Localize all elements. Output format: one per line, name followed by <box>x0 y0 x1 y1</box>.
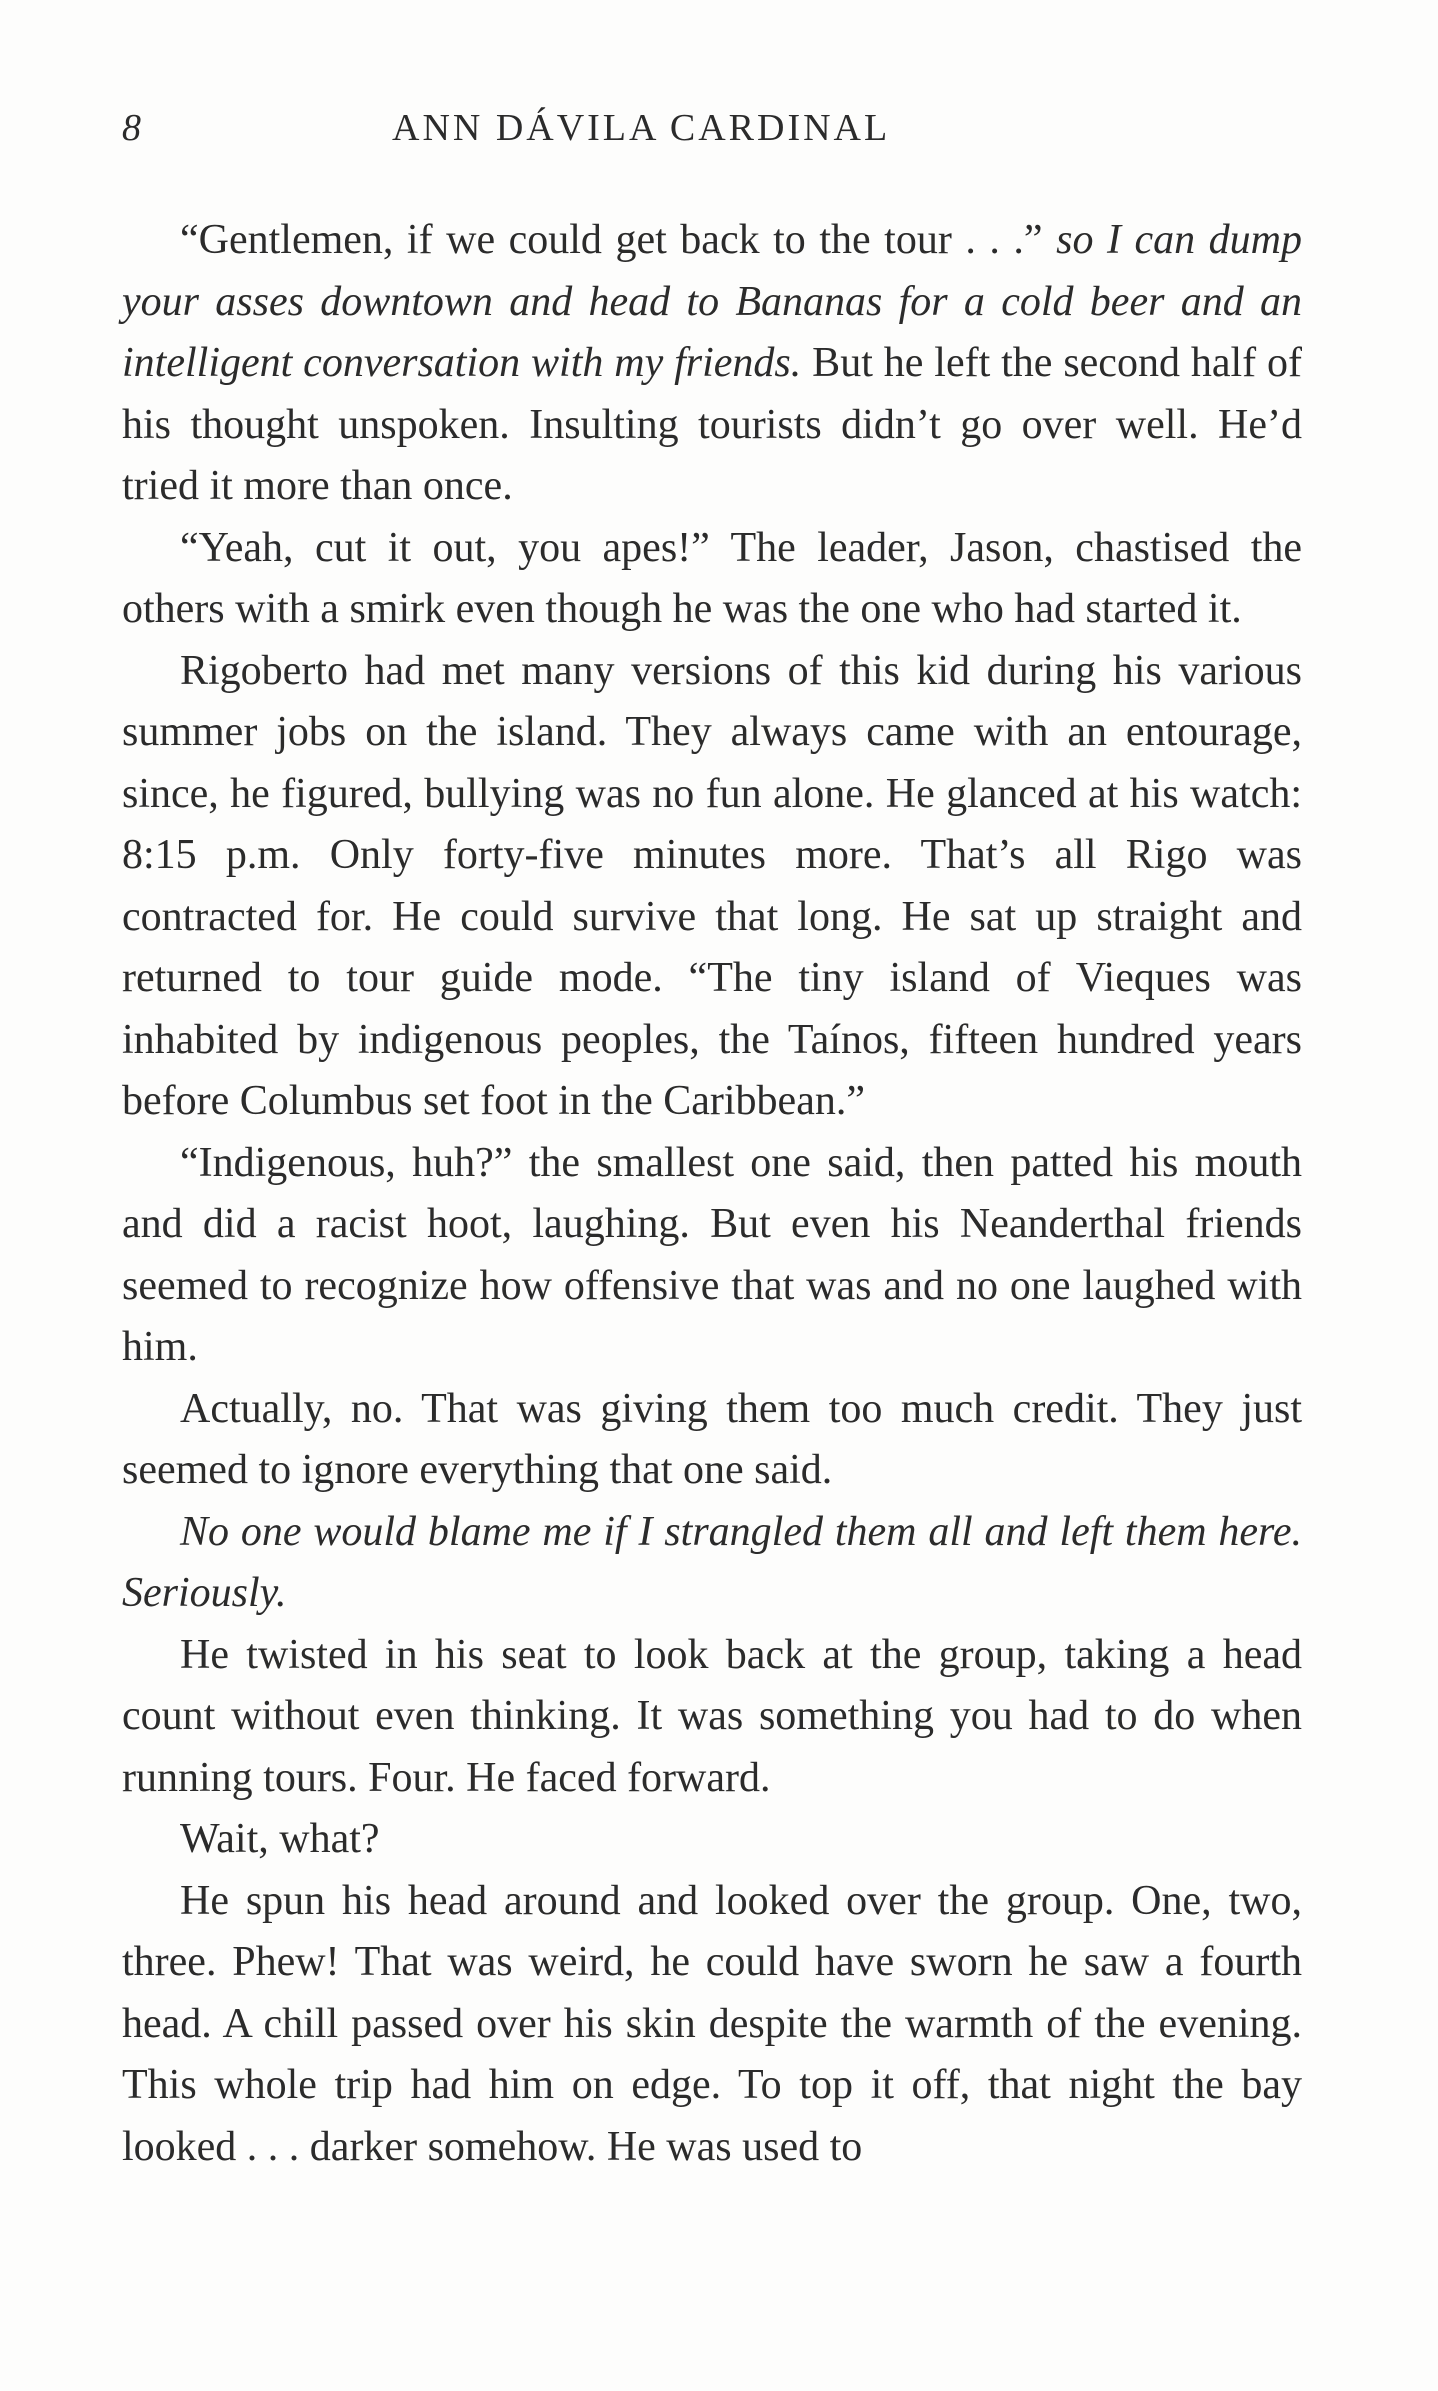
running-head-title: ANN DÁVILA CARDINAL <box>392 107 891 149</box>
paragraph-3 <box>122 641 1302 1133</box>
paragraph-7 <box>122 1625 1302 1810</box>
body-text <box>122 210 1302 2178</box>
paragraph-6 <box>122 1502 1302 1625</box>
paragraph-4-text: “Indigenous, huh?” the smallest one said, then patted his mouth and did a racist hoot, laughing. But even his Neanderthal friends seemed to recognize how offensive that was and no one laughed with him. <box>122 1139 1302 1370</box>
paragraph-3-text: Rigoberto had met many versions of this kid during his various summer jobs on the island. They always came with an entourage, since, he figured, bullying was no fun alone. He glanced at his watch: 8:15 p.m. Only forty-five minutes more. That’s all Rigo was contracted for. He could survive that long. He sat up straight and returned to tour guide mode. “The tiny island of Vieques was inhabited by indigenous peoples, the Taínos, fifteen hundred years before Columbus set foot in the Caribbean.” <box>122 647 1302 1124</box>
running-head <box>122 98 1302 158</box>
paragraph-5-text: Actually, no. That was giving them too much credit. They just seemed to ignore everything that one said. <box>122 1385 1302 1493</box>
paragraph-8-text: Wait, what? <box>180 1816 380 1862</box>
paragraph-1-text-a: “Gentlemen, if we could get back to the tour . . .” <box>180 217 1057 263</box>
paragraph-2 <box>122 518 1302 641</box>
paragraph-1-text-c: But he left the second half of his thought unspoken. Insulting tourists didn’t go over well. He’d tried it more than once. <box>122 340 1303 509</box>
paragraph-9 <box>122 1871 1302 2179</box>
paragraph-6-italic-thought: No one would blame me if I strangled them all and left them here. Seriously. <box>122 1508 1302 1616</box>
paragraph-4 <box>122 1133 1302 1379</box>
paragraph-8 <box>122 1809 1302 1871</box>
paragraph-9-text: He spun his head around and looked over the group. One, two, three. Phew! That was weird, he could have sworn he saw a fourth head. A chill passed over his skin despite the warmth of the evening. This whole trip had him on edge. To top it off, that night the bay looked . . . darker somehow. He was used to <box>122 1877 1302 2170</box>
paragraph-5 <box>122 1379 1302 1502</box>
paragraph-2-text: “Yeah, cut it out, you apes!” The leader, Jason, chastised the others with a smirk even though he was the one who had started it. <box>122 524 1302 632</box>
paragraph-1-italic-thought: so I can dump your asses downtown and head to Bananas for a cold beer and an intelligent conversation with my friends. <box>122 217 1302 386</box>
page-number: 8 <box>122 107 141 149</box>
paragraph-1 <box>122 210 1302 518</box>
paragraph-7-text: He twisted in his seat to look back at the group, taking a head count without even thinking. It was something you had to do when running tours. Four. He faced forward. <box>122 1631 1302 1801</box>
